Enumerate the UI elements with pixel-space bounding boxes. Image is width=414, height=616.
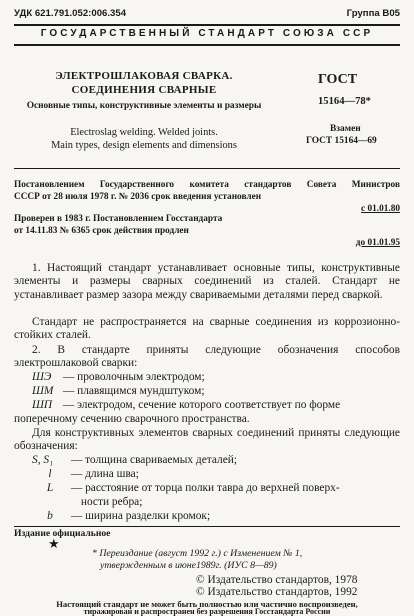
copyright-1978: © Издательство стандартов, 1978 [196, 574, 358, 586]
method-item [32, 399, 340, 412]
symbol-text: ности ребра; [80, 496, 143, 508]
symbol-item [32, 454, 237, 467]
state-standard-title: ГОСУДАРСТВЕННЫЙ СТАНДАРТ СОЮЗА ССР [40, 28, 374, 39]
check-line2: от 14.11.83 № 6365 срок действия продлен [14, 226, 189, 236]
reproduction-notice-line2: тиражирован и распространен без разрешения Госстандарта России [83, 607, 331, 616]
symbol-item [32, 482, 340, 495]
header-rule-bottom [14, 44, 400, 46]
gost-number: 15164—78* [318, 96, 371, 107]
decree-date-start: с 01.01.80 [361, 204, 400, 214]
official-edition: Издание официальное [14, 528, 111, 539]
symbol-item [32, 496, 142, 509]
paragraph-symbols-intro: Для конструктивных элементов сварных соединений приняты следующие обозначения: [14, 427, 400, 453]
symbol-text: — расстояние от торца полки тавра до верхней поверх- [70, 482, 340, 494]
method-text: — проволочным электродом; [62, 371, 205, 383]
title-ru-line2: СОЕДИНЕНИЯ СВАРНЫЕ [71, 84, 217, 96]
copyright-1992: © Издательство стандартов, 1992 [196, 586, 358, 598]
reproduction-notice-line1: Настоящий стандарт не может быть полностью или частично воспроизведен, [56, 599, 358, 609]
method-term: ШМ [32, 385, 54, 397]
symbol-text: — ширина разделки кромок; [70, 510, 211, 522]
check-line1: Проверен в 1983 г. Постановлением Госстандарта [14, 214, 223, 224]
group-code: Группа В05 [346, 8, 400, 19]
symbol-text: — толщина свариваемых деталей; [70, 454, 238, 466]
method-continuation: поперечному сечению сварочного пространства. [14, 413, 250, 425]
title-en-line1: Electroslag welding. Welded joints. [70, 127, 218, 138]
method-term: ШП [32, 399, 53, 411]
reprint-note-line2: утвержденным в июне1989г. (ИУС 8—89) [100, 560, 277, 571]
decree-line1: Постановлением Государственного комитета стандартов Совета Министров [14, 180, 400, 190]
symbol-term: l [48, 468, 52, 480]
method-text: — электродом, сечение которого соответствует по форме [62, 399, 341, 411]
decree-line2: СССР от 28 июля 1978 г. № 2036 срок введения установлен [14, 192, 262, 202]
symbol-term: S, S₁ [32, 454, 54, 466]
paragraph-exclusion: Стандарт не распространяется на сварные соединения из коррозионно-стойких сталей. [14, 316, 400, 342]
symbol-item [32, 468, 139, 481]
replaces-label: Взамен [330, 124, 361, 134]
symbol-term: L [46, 482, 54, 494]
replaces-standard: ГОСТ 15164—69 [306, 136, 377, 146]
paragraph-methods-intro: 2. В стандарте приняты следующие обозначения способов электрошлаковой сварки: [14, 344, 400, 370]
footer-rule [14, 526, 400, 527]
header-rule-top [14, 24, 400, 26]
gost-label: ГОСТ [318, 72, 358, 87]
reprint-note-line1: * Переиздание (август 1992 г.) с Изменением № 1, [92, 548, 303, 559]
symbol-text: — длина шва; [70, 468, 139, 480]
symbol-term: b [47, 510, 53, 522]
title-ru-subtitle: Основные типы, конструктивные элементы и размеры [26, 101, 262, 111]
method-text: — плавящимся мундштуком; [62, 385, 205, 397]
title-en-line2: Main types, design elements and dimensions [51, 140, 237, 151]
symbol-item [32, 510, 210, 523]
method-item [32, 371, 205, 384]
method-term: ШЭ [32, 371, 52, 383]
star-icon: ★ [48, 536, 60, 551]
title-ru-line1: ЭЛЕКТРОШЛАКОВАЯ СВАРКА. [55, 70, 233, 82]
udk-code: УДК 621.791.052:006.354 [14, 8, 127, 19]
paragraph-scope: 1. Настоящий стандарт устанавливает основные типы, конструктивные элементы и размеры сварных соединений из сталей. Стандарт не устанавливает размер зазора между свариваемыми деталями перед сваркой. [14, 262, 400, 301]
method-item [32, 385, 205, 398]
check-date-end: до 01.01.95 [355, 238, 400, 248]
title-rule [14, 168, 400, 169]
